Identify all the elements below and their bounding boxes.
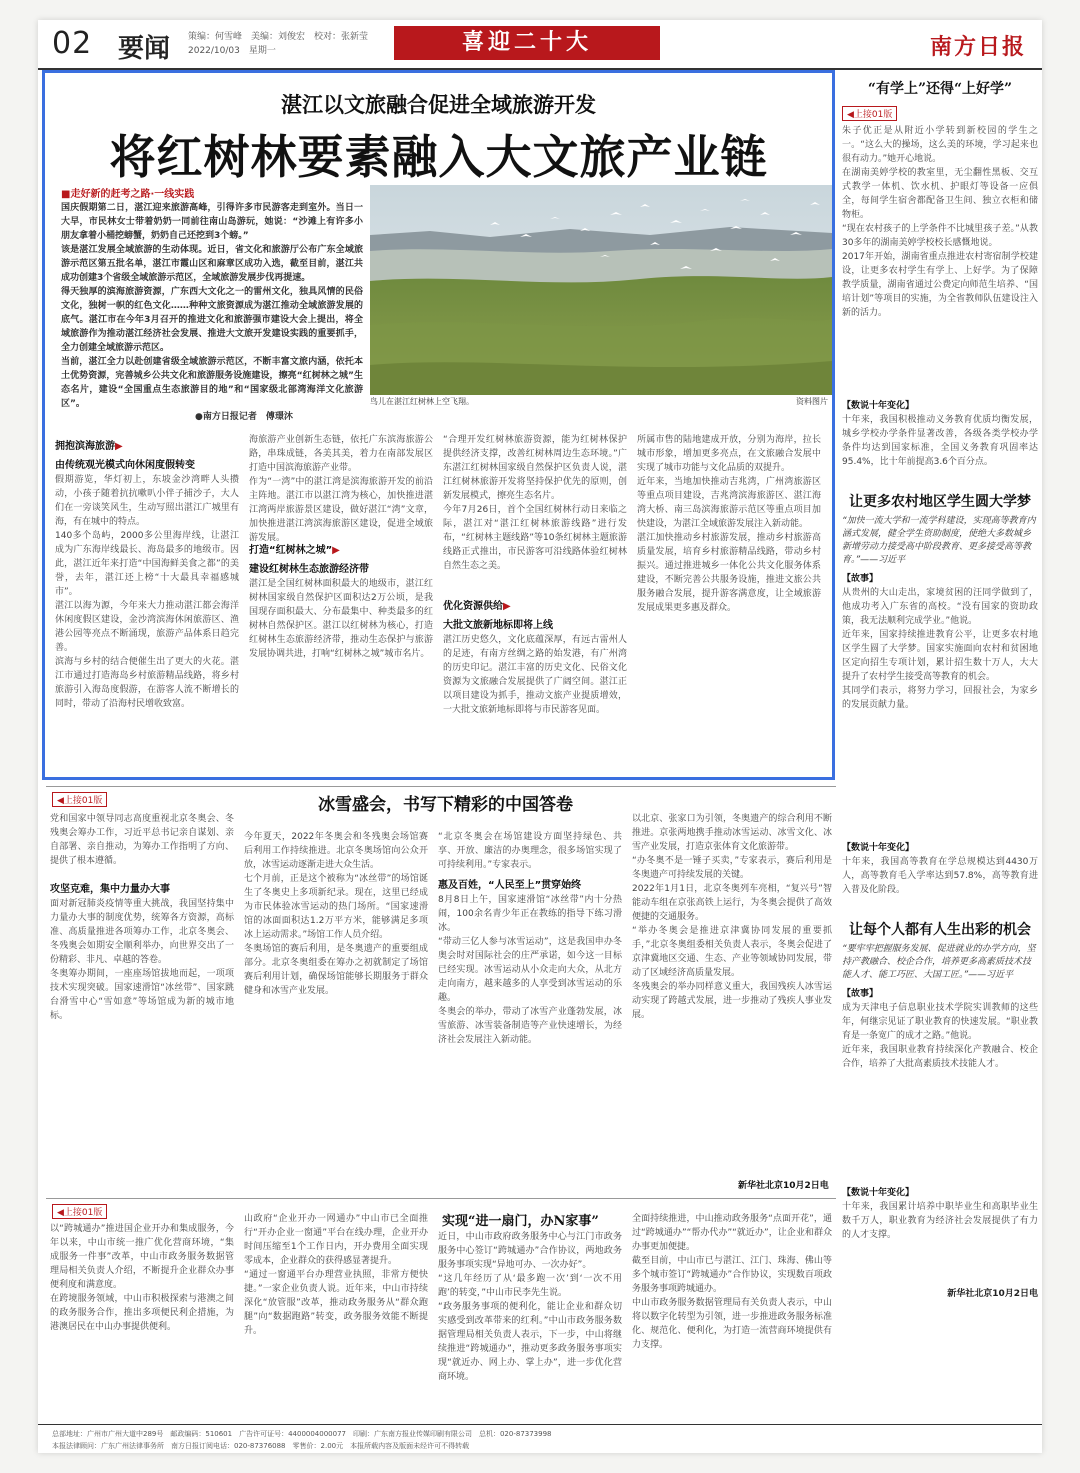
service-story-column-2	[244, 1212, 428, 1418]
winter-story-column-4	[632, 812, 832, 1172]
divider-winter	[46, 786, 836, 787]
editors-info	[188, 30, 418, 58]
main-story-kicker: 湛江以文旅融合促进全域旅游开发	[281, 92, 596, 117]
main-story-column-2	[249, 433, 433, 773]
service-story-column-4	[632, 1212, 832, 1404]
main-story-byline: ●南方日报记者 傅璟沐	[195, 412, 293, 422]
column-3-subhead: 优化资源供给▶	[443, 601, 511, 612]
side-story-text-d: 十年来，我国高等教育在学总规模达到4430万人，高等教育毛入学率达到57.8%，高等教育进入普及化阶段。	[842, 857, 1038, 895]
winter-story-headline[interactable]: 冰雪盛会，书写下精彩的中国答卷	[318, 795, 573, 815]
footer-line-1: 总部地址：广州市广州大道中289号 邮政编码：510601 广告许可证号：4400004000077 印刷：广东南方报业传媒印刷有限公司 总机：020-87373998	[52, 1430, 552, 1438]
service-column-3-text: 近日，中山市政府政务服务中心与江门市政务服务中心签订“跨城通办”合作协议，两地政务服务事项实现“异地可办、一次办好”。 “这几年经历了从‘最多跑一次’到‘一次不用跑’的转变，”中山市民李先生说。 “政务服务事项的便利化，能让企业和群众切实感受到改革带来的红利。”中山市政务服务数据管理局相关负责人表示，下一步，中山将继续推进“跨城通办”，推动更多政务服务事项实现“就近办、网上办、掌上办”，进一步优化营商环境。	[438, 1232, 622, 1382]
service-column-2-text: 山政府“企业开办一网通办”中山市已全面推行“开办企业一窗通”平台在线办理，企业开办时间压缩至1个工作日内，开办费用全面实现零成本，企业群众的获得感显著提升。 “通过一窗通平台办理营业执照，非常方便快捷。”一家企业负责人说。近年来，中山市持续深化“放管服”改革，推动政务服务从“群众跑腿”向“数据跑路”转变，政务服务效能不断提升。	[244, 1214, 428, 1336]
side-story-text-e: 成为天津电子信息职业技术学院实训教师的这些年，何继宗见证了职业教育的快速发展。“职业教育是一条宽广的成才之路。”他说。 近年来，我国职业教育持续深化产教融合、校企合作，培养了大批高素质技术技能人才。	[842, 1003, 1038, 1069]
mangrove-photo	[370, 185, 832, 395]
winter-story-dateline: 新华社北京10月2日电	[738, 1181, 829, 1191]
series-tag: ■走好新的赶考之路·一线实践	[61, 189, 195, 200]
mangrove-photo-image	[370, 185, 832, 395]
side-story-label-4: 【故事】	[842, 989, 879, 999]
paper-logo: 南方日报	[929, 34, 1026, 60]
winter-column-1-text-b: 面对新冠肺炎疫情等重大挑战，我国坚持集中力量办大事的制度优势，统筹各方资源，高标准、高质量推进各项筹办工作，北京冬奥会、冬残奥会如期安全顺利举办，向世界交出了一份精彩、非凡、卓越的答卷。 冬奥筹办期间，一座座场馆拔地而起，一项项技术实现突破。国家速滑馆“冰丝带”、国家跳台滑雪中心“雪如意”等场馆成为新的城市地标。	[50, 899, 234, 1021]
theme-banner: 喜迎二十大	[394, 26, 660, 60]
side-story-title-3[interactable]: 让每个人都有人生出彩的机会	[849, 922, 1031, 938]
column-2-subhead-main: 建设红树林生态旅游经济带	[249, 564, 369, 575]
column-3-subhead-main: 大批文旅新地标即将上线	[443, 620, 553, 631]
column-2-text: 海旅游产业创新生态链，依托广东滨海旅游公路，串珠成链，各美其美，着力在南部发展区打造中国滨海旅游产业带。 作为“一湾”中的湛江湾是滨海旅游开发的前沿主阵地。湛江市以湛江湾为核心，加快推进湛江湾两岸旅游景区建设，做好湛江“湾”文章，加快推进湛江湾滨海旅游区建设，促进全域旅游发展。	[249, 435, 433, 543]
column-1-text: 假期游览，华灯初上，东坡金沙湾畔人头攒动，小孩子随着抗抗嗽叭小伴子捕沙子，大人们在一旁谈笑风生，生动写照出湛江广城里有海，有在城中的特点。 140多个岛屿，2000多公里海岸线，让湛江成为广东海岸线最长、海岛最多的地级市。因此，湛江近年来打造“中国海鲜美食之都”的美誉，去年，湛江还上榜“十大最具幸福感城市”。 湛江以海为源，今年来大力推动湛江都会海洋休闲度假区建设，金沙湾滨海休闲旅游区、渔港公园等亮点不断涌现，旅游产品体系日趋完善。 滨海与乡村的结合便催生出了更大的火花。湛江市通过打造海岛乡村旅游精品线路，将乡村旅游引入海岛度假游，在游客人流不断增长的同时，带动了沿海村民增收致富。	[55, 475, 239, 709]
section-name: 要闻	[118, 34, 171, 64]
column-2-text-b: 湛江是全国红树林面积最大的地级市，湛江红树林国家级自然保护区面积达2万公顷，是我国现存面积最大、分布最集中、种类最多的红树林自然保护区。湛江以红树林为核心，打造红树林生态旅游经济带，推动生态保护与旅游发展协调共进，打响“红树林之城”城市名片。	[249, 579, 433, 659]
photo-caption	[370, 396, 832, 407]
service-story-headline[interactable]: 实现“进一扇门，办N家事”	[442, 1214, 599, 1229]
main-story-lead: 国庆假期第二日，湛江迎来旅游高峰，引得许多市民游客走到室外。当日一大早，市民林女士带着奶奶一同前往南山岛游玩，她说：“沙滩上有许多小朋友拿着小桶挖螃蟹，奶奶自己还挖到3个螃。” 该是湛江发展全域旅游的生动体现。近日，省文化和旅游厅公布广东全域旅游示范区第五批名单，湛江市霞山区和麻章区成功入选，截至目前，湛江共成功创建3个省级全域旅游示范区，全域旅游发展步伐再提速。 得天独厚的滨海旅游资源，广东西大文化之一的雷州文化，独具风情的民俗文化，独树一帜的红色文化……种种文旅资源成为湛江推动全域旅游发展的底气。湛江市在今年3月召开的推进文化和旅游强市建设大会上提出，将全域旅游作为推动湛江经济社会发展、推进大文旅开发建设实践的重要抓手，全力创建全域旅游示范区。 当前，湛江全力以赴创建省级全域旅游示范区，不断丰富文旅内涵，依托本土优势资源，完善城乡公共文化和旅游服务设施建设，擦亮“红树林之城”生态名片，建设“全国重点生态旅游目的地”和“国家级北部湾海洋文化旅游区”。	[61, 203, 363, 409]
side-story-label-1: 【数说十年变化】	[842, 401, 915, 411]
main-story-highlight[interactable]	[42, 70, 835, 780]
footer-line-2: 本报法律顾问：广东广州法律事务所 南方日报订阅电话：020-87376088 零售价：2.00元 本报所载内容及版面未经许可不得转载	[52, 1442, 470, 1450]
winter-story-column-1	[50, 812, 234, 1191]
page-number: 02	[52, 26, 93, 61]
winter-story-column-2	[244, 830, 428, 1192]
side-story-quote-2: “加快一流大学和一流学科建设，实现高等教育内涵式发展，健全学生资助制度，使绝大多数城乡新增劳动力接受高中阶段教育、更多接受高等教育。”——习近平	[842, 516, 1036, 565]
winter-story-continued-tag: ◀上接01版	[52, 792, 107, 807]
side-story-label-3: 【数说十年变化】	[842, 843, 915, 853]
side-story-text-f: 十年来，我国累计培养中职毕业生和高职毕业生数千万人，职业教育为经济社会发展提供了有力的人才支撑。	[842, 1202, 1038, 1240]
side-story-dateline: 新华社北京10月2日电	[947, 1289, 1038, 1299]
editors-line: 策编：何雪峰 美编：刘俊宏 校对：张新莹	[188, 32, 369, 42]
service-story-continued-tag: ◀上接01版	[52, 1204, 107, 1219]
side-story-continued-tag: ◀上接01版	[842, 106, 897, 121]
column-4-text: 所属市售的陆地建成开放，分别为海岸，拉长城市形象，增加更多亮点，在文旅融合发展中实现了城市功能与文化品质的双提升。 近年来，当地加快推动吉兆湾，广州湾旅游区等重点项目建设，吉兆湾滨海旅游区、湛江海湾大桥、南三岛滨海旅游示范区等重点项目加快建设，为湛江全域旅游发展注入新动能。 湛江加快推动乡村旅游发展，推动乡村旅游高质量发展，培育乡村旅游精品线路，带动乡村振兴。通过推进城乡一体化公共文化服务体系建设，不断完善公共服务设施，推进文旅公共服务融合发展，提升游客满意度，让全域旅游发展成果更多惠及群众。	[637, 435, 821, 613]
side-story-label-5: 【数说十年变化】	[842, 1188, 915, 1198]
photo-caption-text: 鸟儿在湛江红树林上空飞翔。	[370, 397, 474, 406]
service-column-1-text: 以“跨城通办”推进国企业开办和集成服务，今年以来，中山市统一推广优化营商环境，“集成服务一件事”改革，中山市政务服务数据管理局相关负责人介绍，不断提升企业群众办事便利度和满意度。 在跨境服务领域，中山市积极探索与港澳之间的政务服务合作，推出多项便民利企措施，为港澳居民在中山办事提供便利。	[50, 1224, 234, 1332]
winter-column-3-text-b: 8月8日上午，国家速滑馆“冰丝带”内十分热闹，100余名青少年正在教练的指导下练习滑冰。 “带动三亿人参与冰雪运动”，这是我国申办冬奥会时对国际社会的庄严承诺，如今这一目标已经实现。冰雪运动从小众走向大众，从北方走向南方，越来越多的人享受到冰雪运动的乐趣。 冬奥会的举办，带动了冰雪产业蓬勃发展，冰雪旅游、冰雪装备制造等产业快速增长，为经济社会发展注入新动能。	[438, 895, 622, 1045]
main-story-column-1	[55, 433, 239, 773]
winter-story-column-3	[438, 830, 622, 1189]
main-story-column-3	[443, 433, 627, 773]
column-2-subhead: 打造“红树林之城”▶	[249, 545, 340, 556]
service-story-column-1	[50, 1222, 234, 1418]
newspaper-page	[38, 20, 1042, 1453]
column-3-text-b: 湛江历史悠久，文化底蕴深厚，有远古雷州人的足迹，有南方丝绸之路的始发港，有广州湾的历史印记。湛江丰富的历史文化、民俗文化资源为文旅融合发展提供了广阔空间。湛江正以项目建设为抓手，推动文旅产业提质增效，一大批文旅新地标即将与市民游客见面。	[443, 635, 627, 715]
side-story-title-2[interactable]: 让更多农村地区学生圆大学梦	[849, 494, 1031, 510]
column-2-subhead-prefix: 打造“红树林之城”	[249, 545, 333, 556]
side-story-text-b: 十年来，我国积极推动义务教育优质均衡发展，城乡学校办学条件显著改善，各级各类学校办学条件均达到国家标准，全国义务教育巩固率达95.4%，比十年前提高3.6个百分点。	[842, 415, 1038, 467]
service-story-column-3	[438, 1230, 622, 1418]
side-story-title[interactable]: “有学上”还得“上好学”	[867, 81, 1013, 97]
side-story-text-c: 从贵州的大山走出，家境贫困的汪同学做到了，他成功考入广东省的高校。“没有国家的资助政策，我无法顺利完成学业。”他说。 近年来，国家持续推进教育公平，让更多农村地区学生圆了大学梦。国家实施面向农村和贫困地区定向招生专项计划，累计招生数十万人，大大提升了农村学生接受高等教育的机会。 其同学们表示，将努力学习，回报社会，为家乡的发展贡献力量。	[842, 588, 1038, 710]
column-3-text: “合理开发红树林旅游资源，能为红树林保护提供经济支撑，改善红树林周边生态环境。”广东湛江红树林国家级自然保护区负责人说，湛江红树林旅游开发将坚持保护优先的原则，创新发展模式，擦亮生态名片。 今年7月26日，首个全国红树林行动日来临之际，湛江对“湛江红树林旅游线路”进行发布，“红树林主题线路”等10条红树林主题旅游线路正式推出，市民游客可沿线路体验红树林自然生态之美。	[443, 435, 627, 571]
masthead	[38, 20, 1042, 68]
divider-service	[46, 1198, 836, 1199]
service-column-4-text: 全面持续推进，中山推动政务服务“点面开花”，通过“跨城通办”“帮办代办”“就近办”，让企业和群众办事更加便捷。 截至目前，中山市已与湛江、江门、珠海、佛山等多个城市签订“跨城通办”合作协议，实现数百项政务服务事项跨城通办。 中山市政务服务数据管理局有关负责人表示，中山将以数字化转型为引领，进一步推进政务服务标准化、规范化、便利化，为打造一流营商环境提供有力支撑。	[632, 1214, 832, 1350]
winter-column-3-text: “北京冬奥会在场馆建设方面坚持绿色、共享、开放、廉洁的办奥理念，很多场馆实现了可持续利用。”专家表示。	[438, 832, 622, 870]
winter-column-4-text: 以北京、张家口为引领，冬奥遗产的综合利用不断推进。京张两地携手推动冰雪运动、冰雪文化、冰雪产业发展，打造京张体育文化旅游带。 “办冬奥不是一锤子买卖，”专家表示，赛后利用是冬奥遗产可持续发展的关键。 2022年1月1日，北京冬奥列车亮相，“复兴号”智能动车组在京张高铁上运行，为冬奥会提供了高效便捷的交通服务。 “举办冬奥会是推进京津冀协同发展的重要抓手，”北京冬奥组委相关负责人表示，冬奥会促进了京津冀地区交通、生态、产业等领域协同发展，带动了区域经济高质量发展。 冬残奥会的举办同样意义重大，我国残疾人冰雪运动实现了跨越式发展，进一步推动了残疾人事业发展。	[632, 814, 832, 1020]
side-story-quote-3: “要牢牢把握服务发展、促进就业的办学方向，坚持产教融合、校企合作，培养更多高素质技术技能人才、能工巧匠、大国工匠。”——习近平	[842, 944, 1036, 980]
column-1-subhead-main: 由传统观光模式向休闲度假转变	[55, 460, 195, 471]
photo-credit: 资料图片	[796, 397, 828, 406]
main-story-column-4	[637, 433, 821, 773]
winter-column-1-text: 党和国家中领导同志高度重视北京冬奥会、冬残奥会筹办工作，习近平总书记亲自谋划、亲自部署、亲自推动，为筹办工作指明了方向、提供了根本遵循。	[50, 814, 234, 866]
winter-column-3-subhead: 惠及百姓，“人民至上”贯穿始终	[438, 880, 582, 891]
column-1-subhead-prefix: 拥抱滨海旅游	[55, 441, 115, 452]
winter-column-2-text: 今年夏天，2022年冬奥会和冬残奥会场馆赛后利用工作持续推进。北京冬奥场馆向公众开放，冰雪运动逐渐走进大众生活。 七个月前，正是这个被称为“冰丝带”的场馆诞生了冬奥史上多项新纪录。现在，这里已经成为市民体验冰雪运动的热门场所。“国家速滑馆的冰面面积达1.2万平方米，能够满足多项冰上运动需求。”场馆工作人员介绍。 冬奥场馆的赛后利用，是冬奥遗产的重要组成部分。北京冬奥组委在筹办之初就制定了场馆赛后利用计划，确保场馆能够长期服务于群众健身和冰雪产业发展。	[244, 832, 428, 996]
date-line: 2022/10/03 星期一	[188, 46, 276, 56]
side-story	[842, 70, 1038, 1453]
winter-column-1-subhead: 攻坚克难，集中力量办大事	[50, 884, 170, 895]
page-footer	[38, 1424, 1042, 1452]
side-story-label-2: 【故事】	[842, 574, 879, 584]
column-3-subhead-prefix: 优化资源供给	[443, 601, 503, 612]
column-1-subhead: 拥抱滨海旅游▶	[55, 441, 123, 452]
side-story-text-a: 朱子优正是从附近小学转到新校园的学生之一。“这么大的操场，这么美的环境，学习起来也很有动力。”她开心地说。 在湖南美婷学校的教室里，无尘翻性黑板、交互式教学一体机、饮水机、护眼灯等设备一应俱全，每间学生宿舍都配备卫生间、独立衣柜和储物柜。 “现在农村孩子的上学条件不比城里孩子差。”从教30多年的湖南美婷学校校长感慨地说。 2017年开始，湖南省重点推进农村寄宿制学校建设，让更多农村学生有学上、上好学。为了保障教学质量，湖南省通过公费定向师范生培养、“国培计划”等项目的实施，为全省教师队伍建设注入新的活力。	[842, 126, 1038, 318]
main-story-headline[interactable]: 将红树林要素融入大文旅产业链	[109, 130, 768, 184]
